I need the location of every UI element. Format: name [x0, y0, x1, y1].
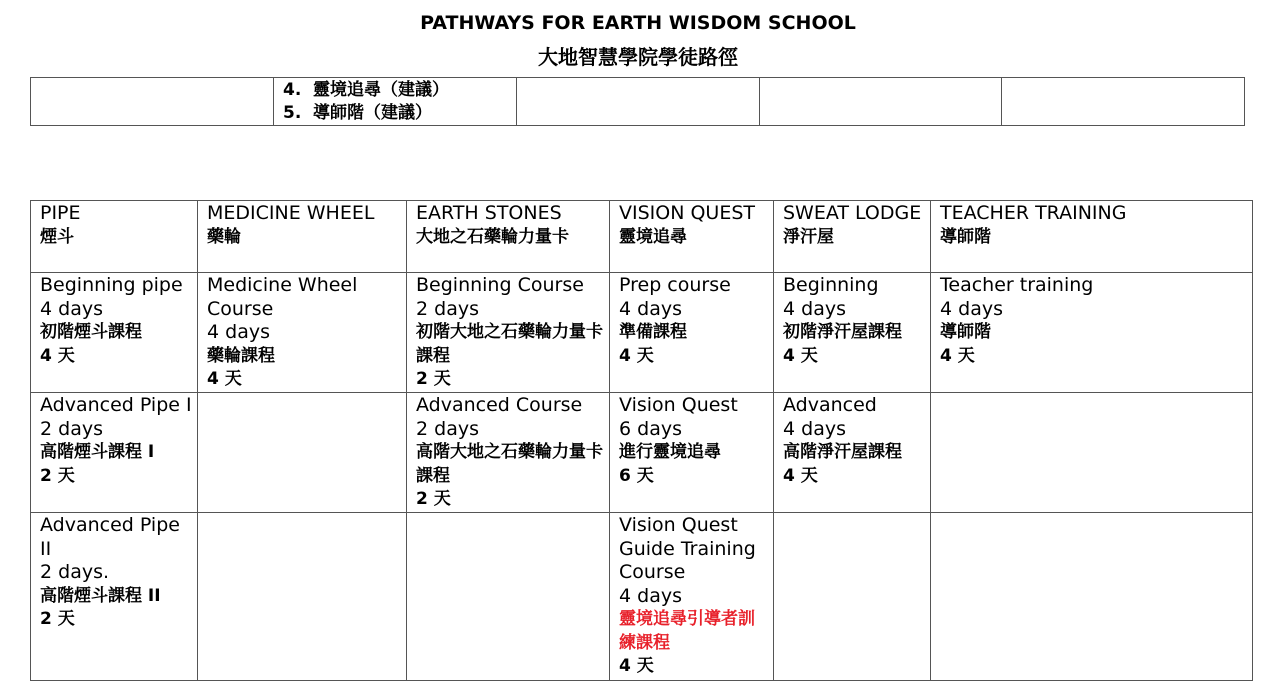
header-zh: 靈境追尋 — [619, 226, 687, 247]
course-duration: 4 days — [783, 417, 846, 440]
header-vision-quest — [610, 201, 774, 273]
header-en: VISION QUEST — [619, 202, 756, 224]
course-cell-medicine-wheel — [198, 273, 407, 393]
table-cell-empty — [760, 78, 1002, 126]
header-zh: 大地之石藥輪力量卡 — [416, 226, 569, 247]
course-cell-vision-quest — [610, 393, 774, 513]
list-number: 4. — [283, 80, 302, 100]
header-zh: 藥輪 — [207, 226, 241, 247]
header-zh: 煙斗 — [40, 226, 74, 247]
course-name: Beginning pipe — [40, 274, 183, 296]
course-duration-zh: 4 天 — [207, 369, 242, 389]
header-pipe — [31, 201, 198, 273]
document-title-en: PATHWAYS FOR EARTH WISDOM SCHOOL — [420, 12, 856, 34]
course-name: Beginning Course — [416, 274, 584, 296]
course-duration-zh: 6 天 — [619, 465, 654, 486]
table-row — [31, 78, 1245, 126]
course-duration-zh: 4 天 — [783, 345, 818, 366]
course-duration-zh: 2 天 — [416, 489, 451, 509]
course-duration-zh: 4 天 — [940, 345, 975, 366]
header-sweat-lodge — [774, 201, 931, 273]
course-cell-empty — [198, 513, 407, 681]
document-title-zh: 大地智慧學院學徒路徑 — [538, 45, 738, 69]
course-duration-zh: 2 天 — [40, 609, 75, 629]
course-duration-zh: 2 天 — [416, 369, 451, 389]
course-duration-zh: 2 天 — [40, 465, 75, 486]
course-name: Advanced Pipe II — [40, 514, 180, 560]
table-cell-recommendations — [274, 78, 517, 126]
header-zh: 淨汗屋 — [783, 226, 834, 247]
course-name-zh: 導師階 — [940, 322, 991, 342]
recommendation-list — [283, 79, 516, 125]
course-name-zh: 初階淨汗屋課程 — [783, 322, 902, 342]
course-duration: 2 days — [416, 297, 479, 320]
course-duration: 2 days. — [40, 561, 110, 583]
list-item — [283, 102, 516, 125]
list-item — [283, 79, 516, 102]
course-name: Vision Quest Guide Training Course — [619, 514, 756, 583]
course-cell-earth-stones — [407, 273, 610, 393]
header-en: TEACHER TRAINING — [940, 202, 1127, 224]
course-name: Advanced — [783, 394, 877, 416]
course-name-zh: 進行靈境追尋 — [619, 442, 721, 462]
course-cell-empty — [931, 393, 1253, 513]
header-medicine-wheel — [198, 201, 407, 273]
list-number: 5. — [283, 103, 302, 123]
course-name-zh: 高階大地之石藥輪力量卡課程 — [416, 442, 603, 486]
table-row — [31, 393, 1253, 513]
course-name-zh: 初階大地之石藥輪力量卡課程 — [416, 322, 603, 366]
course-duration-zh: 4 天 — [40, 345, 75, 366]
course-cell-empty — [407, 513, 610, 681]
course-duration-zh: 4 天 — [619, 345, 654, 366]
course-name: Vision Quest — [619, 394, 738, 416]
list-text: 靈境追尋（建議） — [313, 80, 449, 100]
course-name-zh: 藥輪課程 — [207, 345, 275, 366]
continuation-table — [30, 77, 1245, 126]
course-name-zh: 初階煙斗課程 — [40, 322, 142, 342]
course-duration-zh: 4 天 — [783, 465, 818, 486]
table-row — [31, 273, 1253, 393]
course-cell-sweat-lodge — [774, 393, 931, 513]
course-duration: 2 days — [40, 417, 103, 440]
course-name: Advanced Course — [416, 394, 583, 416]
course-name-zh: 高階煙斗課程 II — [40, 585, 161, 606]
course-name: Prep course — [619, 274, 731, 296]
course-cell-teacher-training — [931, 273, 1253, 393]
table-cell-empty — [31, 78, 274, 126]
course-cell-empty — [931, 513, 1253, 681]
course-name-zh: 準備課程 — [619, 322, 687, 342]
course-cell-pipe — [31, 273, 198, 393]
header-earth-stones — [407, 201, 610, 273]
header-teacher-training — [931, 201, 1253, 273]
course-duration: 4 days — [619, 297, 682, 320]
table-cell-empty — [517, 78, 760, 126]
course-cell-empty — [774, 513, 931, 681]
course-name: Teacher training — [940, 274, 1094, 296]
course-cell-pipe — [31, 393, 198, 513]
header-zh: 導師階 — [940, 226, 991, 247]
course-cell-sweat-lodge — [774, 273, 931, 393]
header-en: EARTH STONES — [416, 202, 562, 224]
header-en: PIPE — [40, 202, 81, 224]
course-duration: 2 days — [416, 417, 479, 440]
course-duration: 6 days — [619, 417, 682, 440]
table-cell-empty — [1002, 78, 1245, 126]
course-name: Medicine Wheel Course — [207, 274, 358, 320]
course-name-zh: 高階淨汗屋課程 — [783, 442, 902, 462]
course-name-zh: 高階煙斗課程 I — [40, 442, 155, 462]
course-name-zh-highlight: 靈境追尋引導者訓練課程 — [619, 609, 755, 653]
pathways-table — [30, 200, 1253, 681]
course-duration: 4 days — [40, 297, 103, 320]
table-header-row — [31, 201, 1253, 273]
header-en: SWEAT LODGE — [783, 202, 922, 224]
course-duration: 4 days — [207, 321, 270, 343]
table-row — [31, 513, 1253, 681]
course-cell-vision-quest — [610, 273, 774, 393]
course-cell-empty — [198, 393, 407, 513]
course-cell-vision-quest — [610, 513, 774, 681]
list-text: 導師階（建議） — [313, 103, 432, 123]
course-duration: 4 days — [619, 584, 682, 607]
course-name: Advanced Pipe I — [40, 394, 192, 416]
course-duration: 4 days — [940, 297, 1003, 320]
header-en: MEDICINE WHEEL — [207, 202, 375, 224]
course-duration: 4 days — [783, 297, 846, 320]
course-name: Beginning — [783, 274, 879, 296]
course-duration-zh: 4 天 — [619, 656, 654, 676]
course-cell-earth-stones — [407, 393, 610, 513]
course-cell-pipe — [31, 513, 198, 681]
